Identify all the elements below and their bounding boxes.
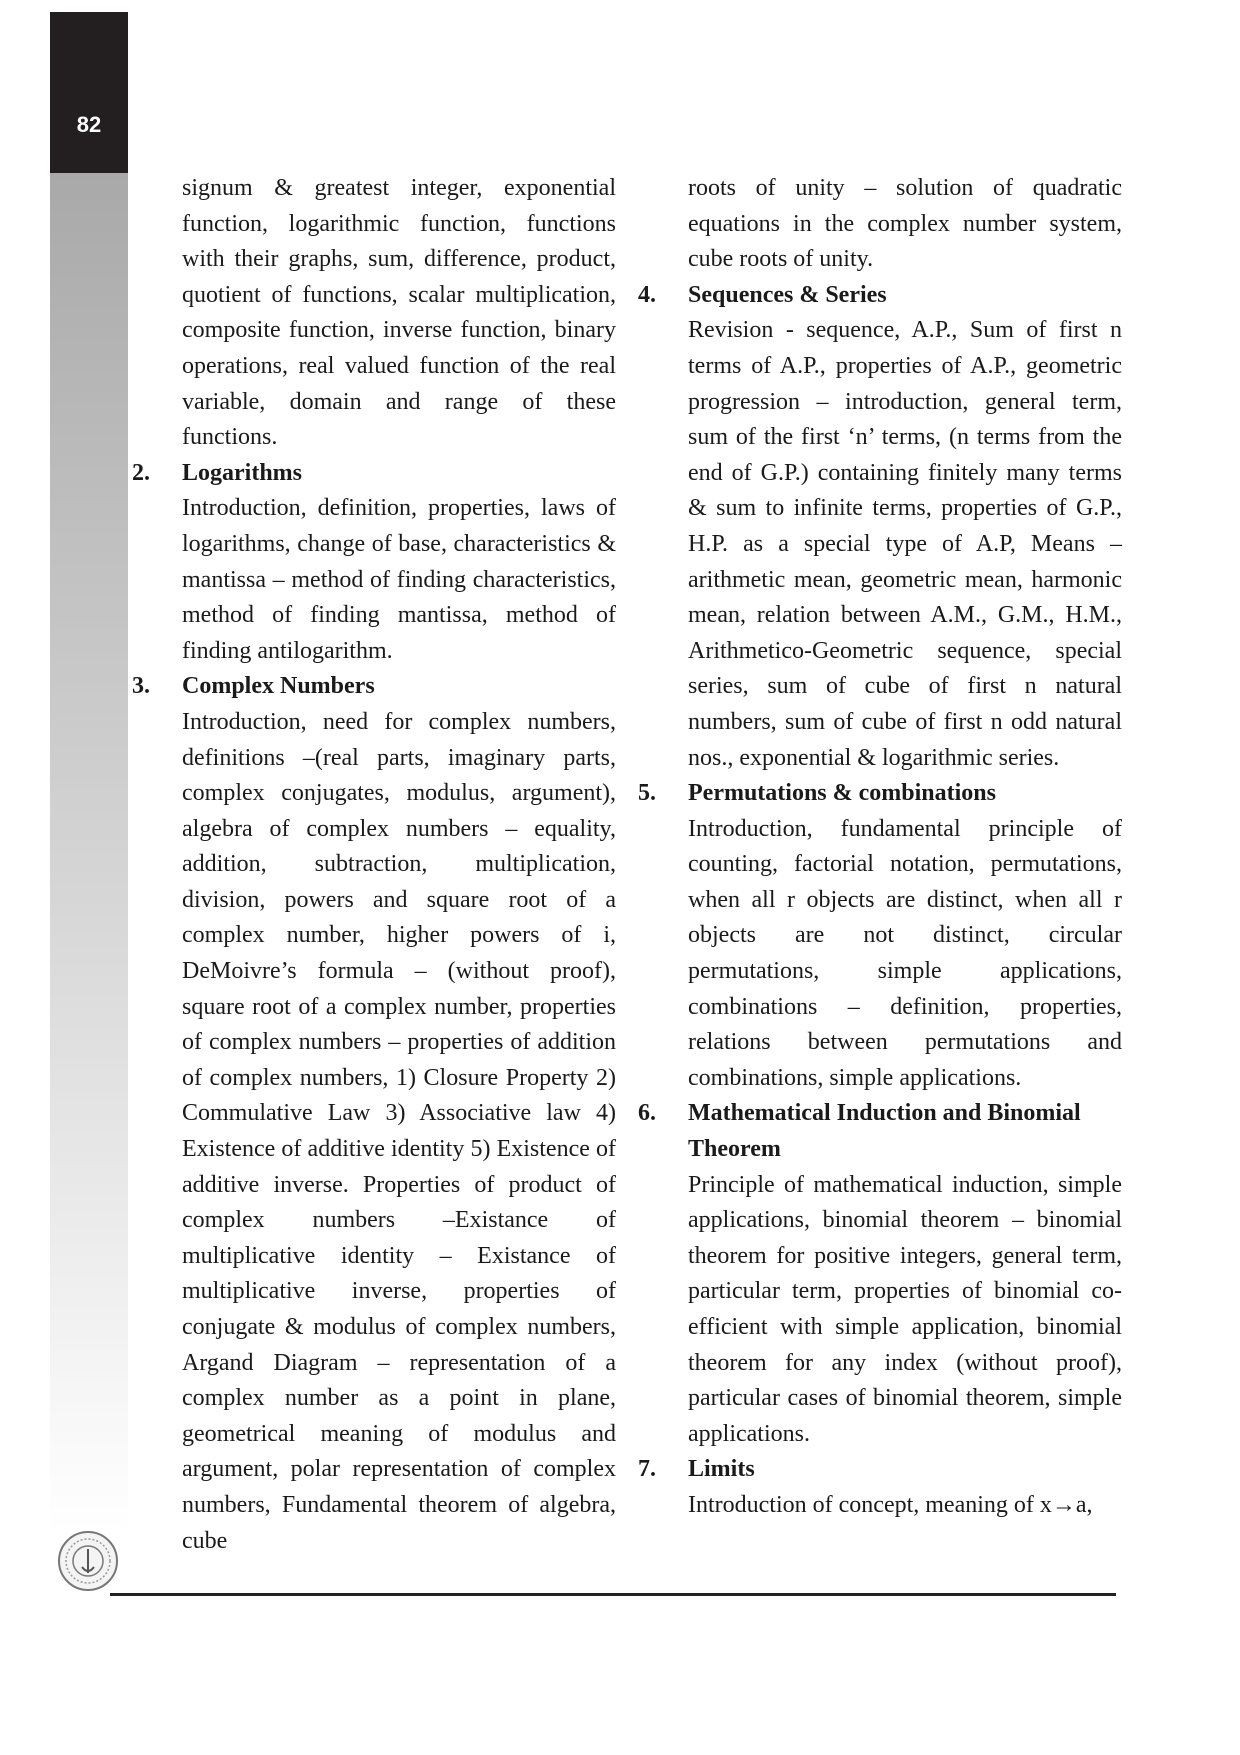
item-body: Introduction of concept, meaning of x→a, [688, 1491, 1093, 1518]
seal-icon [56, 1529, 120, 1593]
syllabus-item-permutations [638, 776, 1122, 1096]
syllabus-item-sequences-series [638, 278, 1122, 776]
page-number: 82 [76, 112, 102, 137]
item-body: Introduction, definition, properties, laws of logarithms, change of base, characteristics & mantissa – method of finding characteristics, method of finding mantissa, method of finding antilogarithm. [182, 495, 616, 664]
item-heading: Mathematical Induction and Binomial Theorem [688, 1100, 1081, 1163]
left-column [132, 171, 616, 1559]
item-body: Principle of mathematical induction, simple applications, binomial theorem – binomial theorem for positive integers, general term, particular term, properties of binomial co-efficient with simple application, binomial theorem for any index (without proof), particular cases of binomial theorem, simple applications. [688, 1171, 1122, 1447]
item-heading: Permutations & combinations [688, 780, 996, 807]
right-intro-text: roots of unity – solution of quadratic equations in the complex number system, cube roots of unity. [688, 175, 1122, 273]
item-number: 3. [132, 673, 150, 700]
item-body: Revision - sequence, A.P., Sum of first n terms of A.P., properties of A.P., geometric progression – introduction, general term, sum of the first ‘n’ terms, (n terms from the end of G.P.) containing finitely many terms & sum to infinite terms, properties of G.P., H.P. as a special type of A.P, Means – arithmetic mean, geometric mean, harmonic mean, relation between A.M., G.M., H.M., Arithmetico-Geometric sequence, special series, sum of cube of first n natural numbers, sum of cube of first n odd natural nos., exponential & logarithmic series. [688, 317, 1122, 771]
item-number: 7. [638, 1456, 656, 1483]
bottom-rule [110, 1593, 1116, 1596]
left-intro-text: signum & greatest integer, exponential function, logarithmic function, functions with their graphs, sum, difference, product, quotient of functions, scalar multiplication, composite function, inverse function, binary operations, real valued function of the real variable, domain and range of these functions. [182, 175, 616, 451]
syllabus-item-logarithms [132, 456, 616, 670]
item-body: Introduction, fundamental principle of counting, factorial notation, permutations, when all r objects are distinct, when all r objects are not distinct, circular permutations, simple applications, combinations – definition, properties, relations between permutations and combinations, simple applications. [688, 815, 1122, 1091]
item-number: 2. [132, 459, 150, 486]
syllabus-item-induction-binomial [638, 1096, 1122, 1452]
syllabus-item-limits [638, 1452, 1122, 1523]
item-number: 5. [638, 780, 656, 807]
right-column [638, 171, 1122, 1524]
item-body: Introduction, need for complex numbers, definitions –(real parts, imaginary parts, complex conjugates, modulus, argument), algebra of complex numbers – equality, addition, subtraction, multiplication, division, powers and square root of a complex number, higher powers of i, DeMoivre’s formula – (without proof), square root of a complex number, properties of complex numbers – properties of addition of complex numbers, 1) Closure Property 2) Commulative Law 3) Associative law 4) Existence of additive identity 5) Existence of additive inverse. Properties of product of complex numbers –Existance of multiplicative identity – Existance of multiplicative inverse, properties of conjugate & modulus of complex numbers, Argand Diagram – representation of a complex number as a point in plane, geometrical meaning of modulus and argument, polar representation of complex numbers, Fundamental theorem of algebra, cube [182, 708, 616, 1554]
syllabus-item-complex-numbers [132, 669, 616, 1559]
side-gradient-bar [50, 173, 128, 1533]
item-heading: Limits [688, 1456, 755, 1483]
item-number: 6. [638, 1100, 656, 1127]
item-heading: Sequences & Series [688, 281, 887, 308]
item-heading: Logarithms [182, 459, 302, 486]
item-heading: Complex Numbers [182, 673, 375, 700]
page-number-tab [50, 12, 128, 173]
item-number: 4. [638, 281, 656, 308]
